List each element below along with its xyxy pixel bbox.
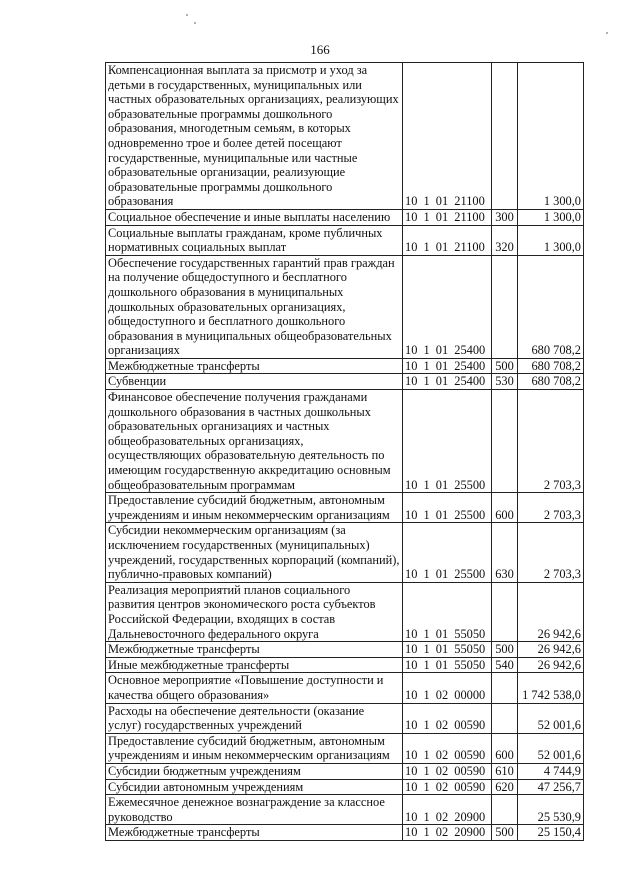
row-amount: 1 300,0 — [518, 225, 584, 255]
table-row — [106, 703, 584, 733]
row-expense-type: 620 — [492, 779, 518, 795]
row-code: 10 1 02 00590 — [403, 733, 492, 763]
row-amount: 47 256,7 — [518, 779, 584, 795]
row-name: Реализация мероприятий планов социального развития центров экономического роста субъектов Российской Федерации, входящих в состав Дальневосточного федерального округа — [106, 582, 403, 641]
row-amount: 26 942,6 — [518, 657, 584, 673]
row-name: Межбюджетные трансферты — [106, 825, 403, 841]
row-amount: 1 300,0 — [518, 63, 584, 210]
row-expense-type — [492, 582, 518, 641]
row-name: Предоставление субсидий бюджетным, автономным учреждениям и иным некоммерческим организациям — [106, 493, 403, 523]
row-code: 10 1 01 25400 — [403, 374, 492, 390]
row-code: 10 1 02 00590 — [403, 703, 492, 733]
row-amount: 1 300,0 — [518, 209, 584, 225]
row-expense-type — [492, 703, 518, 733]
row-amount: 25 530,9 — [518, 795, 584, 825]
row-code: 10 1 01 21100 — [403, 225, 492, 255]
row-name: Субсидии бюджетным учреждениям — [106, 763, 403, 779]
row-code: 10 1 01 25500 — [403, 390, 492, 493]
table-row — [106, 225, 584, 255]
row-code: 10 1 01 55050 — [403, 642, 492, 658]
row-expense-type: 600 — [492, 733, 518, 763]
scan-speck — [186, 14, 188, 16]
row-amount: 2 703,3 — [518, 390, 584, 493]
table-row — [106, 255, 584, 358]
row-name: Компенсационная выплата за присмотр и уход за детьми в государственных, муниципальных или частных образовательных организациях, реализующих образовательные программы дошкольного образования, многодетным семьям, в которых одновременно трое и более детей посещают государственные, муниципальные или частные образовательные организации, реализующие образовательные программы дошкольного образования — [106, 63, 403, 210]
row-amount: 4 744,9 — [518, 763, 584, 779]
row-code: 10 1 01 55050 — [403, 582, 492, 641]
row-code: 10 1 02 00000 — [403, 673, 492, 703]
row-expense-type: 600 — [492, 493, 518, 523]
table-row — [106, 733, 584, 763]
table-row — [106, 523, 584, 582]
row-expense-type — [492, 63, 518, 210]
row-name: Финансовое обеспечение получения гражданами дошкольного образования в частных дошкольных образовательных организациях и частных общеобразовательных организациях, осуществляющих образовательную деятельность по имеющим государственную аккредитацию основным общеобразовательным программам — [106, 390, 403, 493]
row-amount: 680 708,2 — [518, 255, 584, 358]
row-amount: 26 942,6 — [518, 642, 584, 658]
row-expense-type — [492, 255, 518, 358]
table-row — [106, 493, 584, 523]
row-expense-type — [492, 795, 518, 825]
row-code: 10 1 01 25400 — [403, 255, 492, 358]
budget-table — [105, 62, 584, 841]
row-expense-type: 300 — [492, 209, 518, 225]
row-name: Ежемесячное денежное вознаграждение за классное руководство — [106, 795, 403, 825]
table-row — [106, 374, 584, 390]
table-row — [106, 763, 584, 779]
row-name: Субсидии некоммерческим организациям (за исключением государственных (муниципальных) учреждений, государственных корпораций (компаний), публично-правовых компаний) — [106, 523, 403, 582]
table-row — [106, 642, 584, 658]
table-row — [106, 673, 584, 703]
row-amount: 52 001,6 — [518, 703, 584, 733]
table-row — [106, 582, 584, 641]
row-code: 10 1 01 21100 — [403, 209, 492, 225]
table-row — [106, 63, 584, 210]
table-row — [106, 825, 584, 841]
row-expense-type: 530 — [492, 374, 518, 390]
row-code: 10 1 01 25500 — [403, 523, 492, 582]
row-code: 10 1 01 21100 — [403, 63, 492, 210]
row-expense-type: 500 — [492, 358, 518, 374]
row-amount: 26 942,6 — [518, 582, 584, 641]
row-name: Обеспечение государственных гарантий прав граждан на получение общедоступного и бесплатного дошкольного образования в муниципальных дошкольных образовательных организациях, общедоступного и бесплатного дошкольного образования в муниципальных общеобразовательных организациях — [106, 255, 403, 358]
table-row — [106, 795, 584, 825]
row-name: Расходы на обеспечение деятельности (оказание услуг) государственных учреждений — [106, 703, 403, 733]
row-name: Социальное обеспечение и иные выплаты населению — [106, 209, 403, 225]
table-row — [106, 358, 584, 374]
row-name: Социальные выплаты гражданам, кроме публичных нормативных социальных выплат — [106, 225, 403, 255]
budget-table-body — [106, 63, 584, 841]
row-name: Межбюджетные трансферты — [106, 642, 403, 658]
row-code: 10 1 01 25400 — [403, 358, 492, 374]
row-code: 10 1 02 20900 — [403, 825, 492, 841]
row-amount: 2 703,3 — [518, 523, 584, 582]
row-name: Субвенции — [106, 374, 403, 390]
scan-speck — [194, 22, 196, 24]
row-name: Межбюджетные трансферты — [106, 358, 403, 374]
row-code: 10 1 02 20900 — [403, 795, 492, 825]
table-row — [106, 779, 584, 795]
row-name: Основное мероприятие «Повышение доступности и качества общего образования» — [106, 673, 403, 703]
table-row — [106, 390, 584, 493]
row-amount: 680 708,2 — [518, 358, 584, 374]
row-amount: 2 703,3 — [518, 493, 584, 523]
row-code: 10 1 02 00590 — [403, 779, 492, 795]
row-expense-type: 500 — [492, 825, 518, 841]
scan-speck — [606, 32, 608, 34]
row-name: Субсидии автономным учреждениям — [106, 779, 403, 795]
row-expense-type: 320 — [492, 225, 518, 255]
row-amount: 52 001,6 — [518, 733, 584, 763]
row-code: 10 1 02 00590 — [403, 763, 492, 779]
table-row — [106, 657, 584, 673]
row-expense-type: 540 — [492, 657, 518, 673]
row-name: Иные межбюджетные трансферты — [106, 657, 403, 673]
row-expense-type: 610 — [492, 763, 518, 779]
row-amount: 1 742 538,0 — [518, 673, 584, 703]
page-number: 166 — [310, 42, 330, 57]
row-expense-type — [492, 390, 518, 493]
row-code: 10 1 01 25500 — [403, 493, 492, 523]
row-expense-type: 630 — [492, 523, 518, 582]
row-name: Предоставление субсидий бюджетным, автономным учреждениям и иным некоммерческим организациям — [106, 733, 403, 763]
row-expense-type: 500 — [492, 642, 518, 658]
row-expense-type — [492, 673, 518, 703]
row-amount: 680 708,2 — [518, 374, 584, 390]
table-row — [106, 209, 584, 225]
row-code: 10 1 01 55050 — [403, 657, 492, 673]
row-amount: 25 150,4 — [518, 825, 584, 841]
